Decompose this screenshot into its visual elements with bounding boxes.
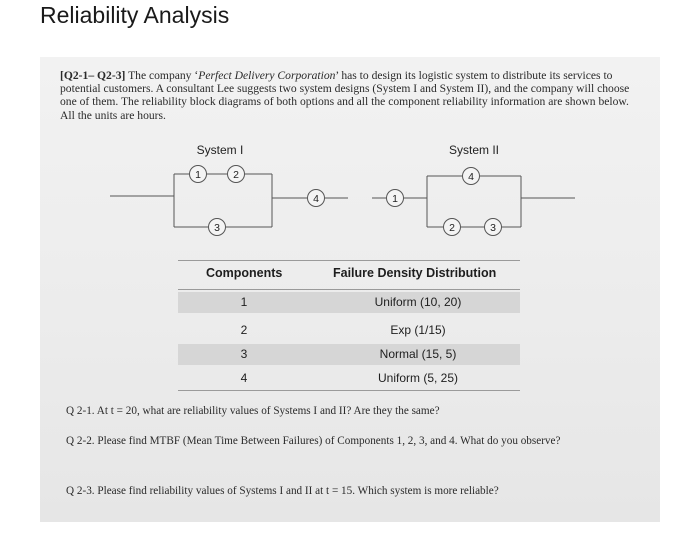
block-label: 4	[313, 193, 319, 205]
block-label: 1	[392, 193, 398, 205]
block-label: 2	[233, 169, 239, 181]
block-label: 4	[468, 171, 474, 183]
distribution: Uniform (10, 20)	[374, 295, 462, 309]
table-header-components: Components	[206, 266, 283, 280]
block-label: 2	[449, 222, 455, 234]
block-label: 1	[195, 169, 201, 181]
component-id: 2	[240, 323, 248, 337]
problem-label: [Q2-1– Q2-3]	[60, 69, 126, 82]
table-rule-bottom	[178, 390, 520, 391]
company-name: Perfect Delivery Corporation	[198, 69, 336, 82]
component-id: 3	[240, 347, 248, 361]
table-rule-header	[178, 289, 520, 290]
distribution: Exp (1/15)	[390, 323, 446, 337]
table-row	[178, 292, 520, 313]
system-2-label: System II	[448, 143, 500, 157]
block-label: 3	[214, 222, 220, 234]
table-row	[178, 368, 520, 389]
distribution: Uniform (5, 25)	[377, 371, 459, 385]
table-header-distribution: Failure Density Distribution	[333, 266, 497, 280]
question-2-3: Q 2-3. Please find reliability values of Systems I and II at t = 15. Which system is more reliable?	[66, 485, 499, 497]
system-1-label: System I	[196, 143, 244, 157]
table-rule-top	[178, 260, 520, 261]
block-label: 3	[490, 222, 496, 234]
table-row	[178, 320, 520, 341]
distribution: Normal (15, 5)	[379, 347, 457, 361]
component-id: 4	[240, 371, 248, 385]
question-2-2: Q 2-2. Please find MTBF (Mean Time Between Failures) of Components 1, 2, 3, and 4. What do you observe?	[66, 435, 561, 447]
component-id: 1	[240, 295, 248, 309]
intro-before: The company ‘	[125, 69, 199, 82]
question-2-1: Q 2-1. At t = 20, what are reliability values of Systems I and II? Are they the same?	[66, 405, 440, 417]
table-row	[178, 344, 520, 365]
page-title: Reliability Analysis	[40, 2, 230, 28]
intro-after: ’ has to design its logistic system to distribute its services to potential customers. A consultant Lee suggests two system designs (System I and System II), and the company will choose one of them. The reliability block diagrams of both options and all the component reliability information are shown below. All the units are hours.	[60, 69, 630, 122]
